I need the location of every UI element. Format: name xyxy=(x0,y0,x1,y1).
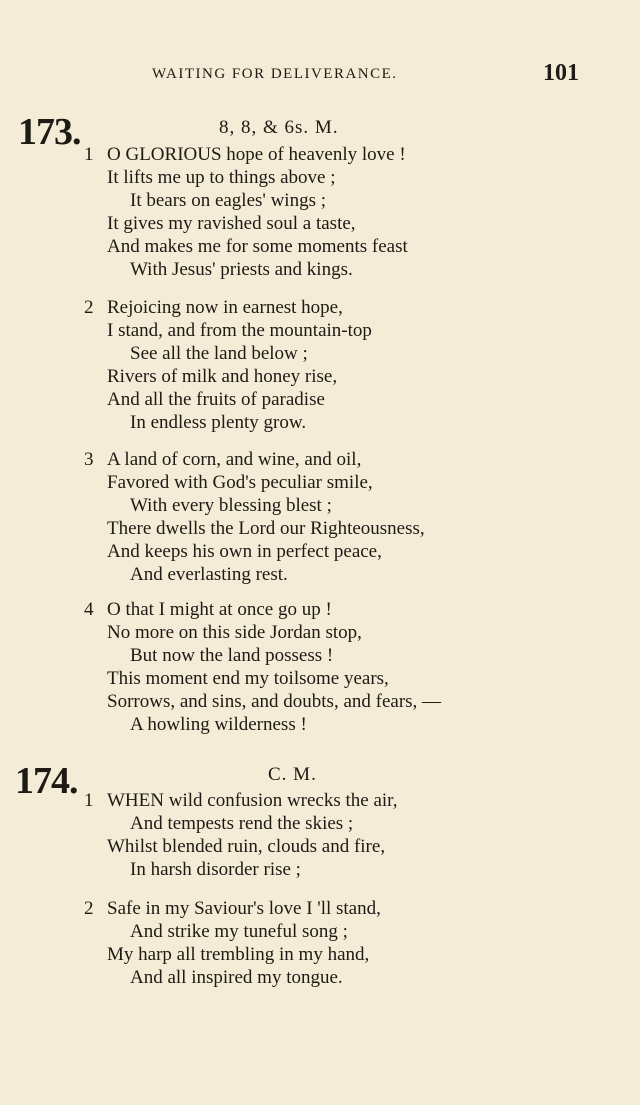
verse-line: And strike my tuneful song ; xyxy=(130,921,348,942)
verse-line: Sorrows, and sins, and doubts, and fears, — xyxy=(107,691,442,712)
verse-line: See all the land below ; xyxy=(130,343,308,364)
verse-line: It lifts me up to things above ; xyxy=(107,167,336,188)
verse-number: 1 xyxy=(84,790,94,811)
verse-line: Safe in my Saviour's love I 'll stand, xyxy=(107,898,381,919)
verse-line: I stand, and from the mountain-top xyxy=(107,320,372,341)
verse-number: 4 xyxy=(84,599,94,620)
verse-line: And makes me for some moments feast xyxy=(107,236,408,257)
verse-line: And tempests rend the skies ; xyxy=(130,813,354,834)
verse-line: In endless plenty grow. xyxy=(130,412,307,433)
verse-line: And all the fruits of paradise xyxy=(107,389,325,410)
hymn-meter: 8, 8, & 6s. M. xyxy=(219,117,339,138)
hymn-meter: C. M. xyxy=(268,764,317,785)
verse-line: WHEN wild confusion wrecks the air, xyxy=(107,790,398,811)
verse-number: 3 xyxy=(84,449,94,470)
verse-line: It bears on eagles' wings ; xyxy=(130,190,327,211)
verse-line: With every blessing blest ; xyxy=(130,495,332,516)
page-header xyxy=(0,60,640,90)
verse-line: Favored with God's peculiar smile, xyxy=(107,472,373,493)
verse-line: This moment end my toilsome years, xyxy=(107,668,389,689)
verse-line: And everlasting rest. xyxy=(130,564,288,585)
verse-line: My harp all trembling in my hand, xyxy=(107,944,370,965)
verse-line: No more on this side Jordan stop, xyxy=(107,622,362,643)
verse-number: 2 xyxy=(84,297,94,318)
verse-number: 2 xyxy=(84,898,94,919)
verse-line: And all inspired my tongue. xyxy=(130,967,343,988)
verse-line: O that I might at once go up ! xyxy=(107,599,332,620)
verse-line: Rejoicing now in earnest hope, xyxy=(107,297,343,318)
verse-line: A land of corn, and wine, and oil, xyxy=(107,449,362,470)
verse-line: It gives my ravished soul a taste, xyxy=(107,213,356,234)
verse-line: With Jesus' priests and kings. xyxy=(130,259,353,280)
verse-line: But now the land possess ! xyxy=(130,645,334,666)
hymn-number: 173. xyxy=(18,111,81,153)
verse-line: A howling wilderness ! xyxy=(130,714,307,735)
verse-line: In harsh disorder rise ; xyxy=(130,859,301,880)
verse-line: And keeps his own in perfect peace, xyxy=(107,541,382,562)
verse-line: There dwells the Lord our Righteousness, xyxy=(107,518,425,539)
verse-line: Rivers of milk and honey rise, xyxy=(107,366,338,387)
page-number: 101 xyxy=(543,60,579,86)
hymn-number: 174. xyxy=(15,760,78,802)
verse-line: Whilst blended ruin, clouds and fire, xyxy=(107,836,386,857)
running-head: WAITING FOR DELIVERANCE. xyxy=(152,66,398,82)
verse-number: 1 xyxy=(84,144,94,165)
verse-line: O GLORIOUS hope of heavenly love ! xyxy=(107,144,406,165)
